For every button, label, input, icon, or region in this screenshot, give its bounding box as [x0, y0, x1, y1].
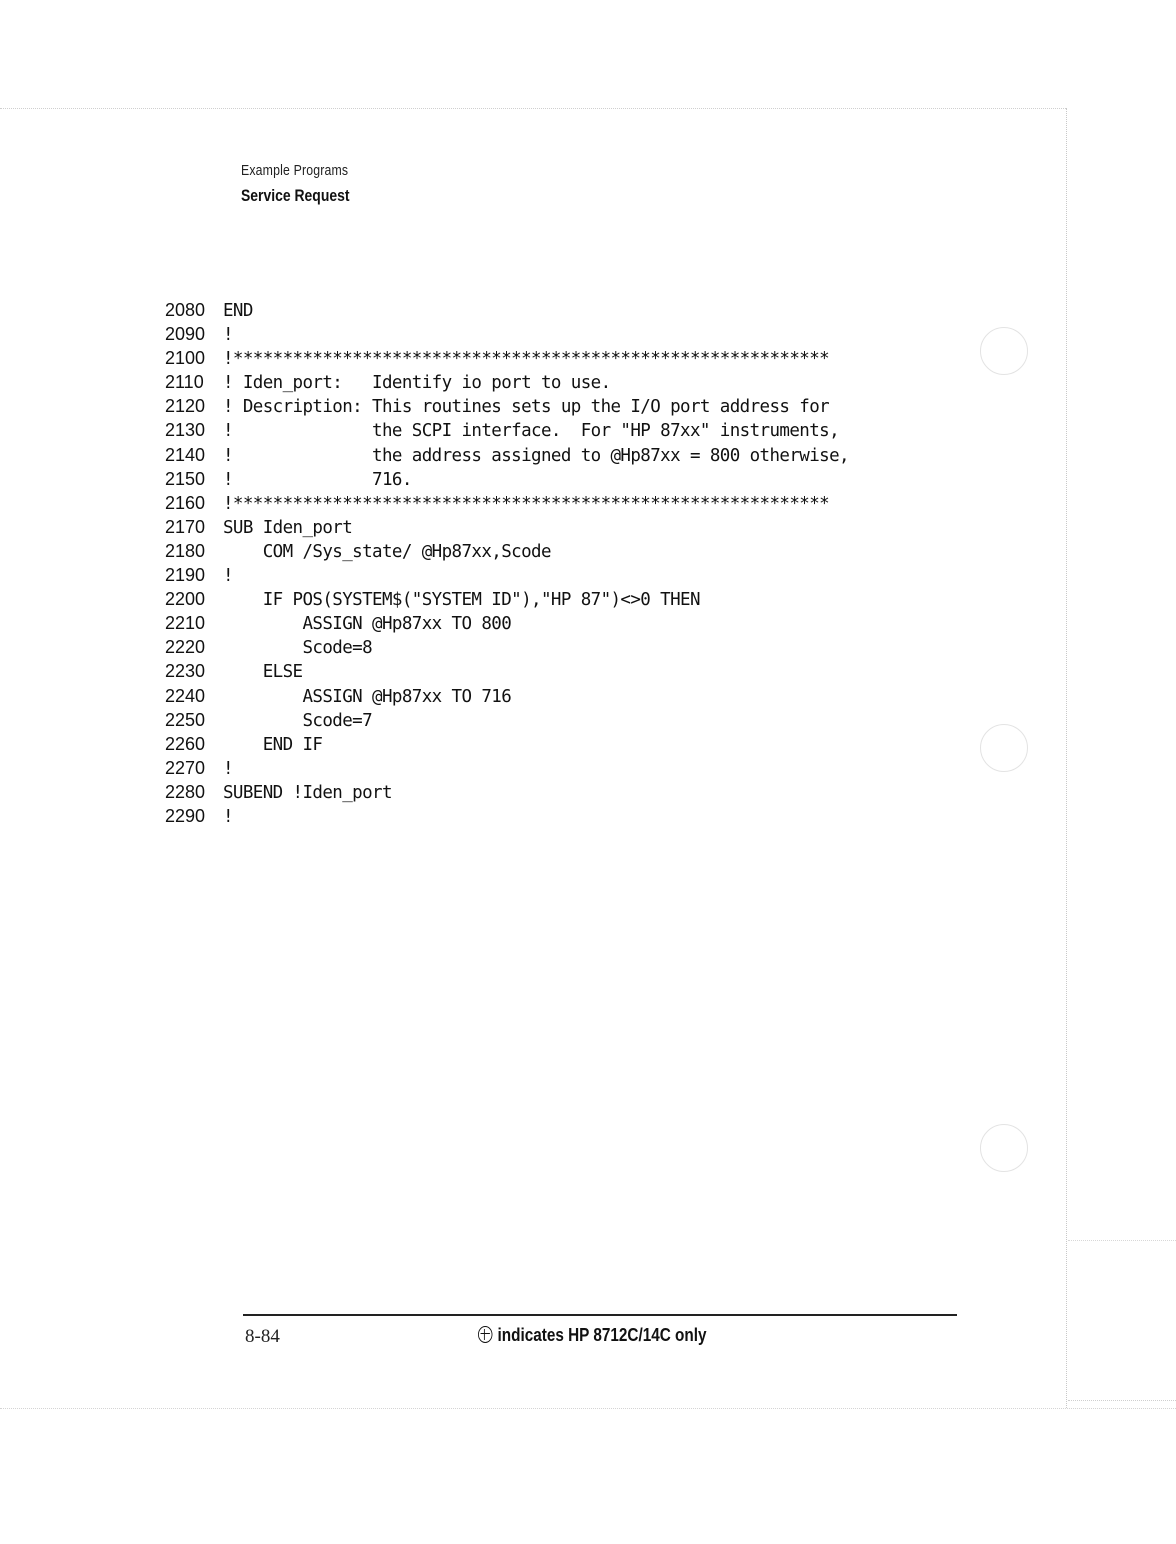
code-text: IF POS(SYSTEM$("SYSTEM ID"),"HP 87")<>0 THEN: [223, 590, 700, 611]
line-number: 2220: [165, 637, 206, 658]
scan-edge-right-mark: [1068, 1400, 1176, 1401]
scan-edge-bottom: [0, 1408, 1176, 1409]
code-text: ! 716.: [223, 469, 412, 490]
code-text: Scode=8: [223, 638, 373, 659]
code-line: [165, 635, 849, 659]
code-line: [165, 804, 849, 828]
line-number: 2110: [165, 372, 204, 393]
footer-note: [478, 1325, 706, 1346]
code-line: [165, 587, 849, 611]
line-number: 2140: [165, 444, 206, 465]
code-line: [165, 515, 849, 539]
code-text: ! the SCPI interface. For "HP 87xx" instruments,: [223, 421, 840, 442]
code-text: END IF: [223, 734, 323, 755]
footer-note-text: indicates HP 8712C/14C only: [497, 1325, 707, 1345]
code-text: !************************************************************: [223, 349, 830, 370]
code-line: [165, 611, 849, 635]
line-number: 2280: [165, 781, 206, 802]
code-text: COM /Sys_state/ @Hp87xx,Scode: [223, 541, 551, 562]
code-line: [165, 732, 849, 756]
code-text: !************************************************************: [223, 493, 830, 514]
punch-hole: [980, 1124, 1028, 1172]
code-line: [165, 346, 849, 370]
section-name: Example Programs: [241, 162, 349, 179]
code-text: SUB Iden_port: [223, 517, 353, 538]
code-text: !: [223, 806, 233, 827]
code-line: [165, 539, 849, 563]
scan-edge-right-mark: [1068, 1240, 1176, 1241]
line-number: 2250: [165, 709, 206, 730]
code-text: !: [223, 566, 233, 587]
punch-hole: [980, 724, 1028, 772]
code-text: ! Description: This routines sets up the I/O port address for: [223, 397, 830, 418]
code-line: [165, 370, 849, 394]
code-text: ! Iden_port: Identify io port to use.: [223, 373, 611, 394]
code-line: [165, 298, 849, 322]
punch-hole: [980, 327, 1028, 375]
line-number: 2180: [165, 540, 206, 561]
code-text: ELSE: [223, 662, 303, 683]
code-text: ASSIGN @Hp87xx TO 716: [223, 686, 512, 707]
code-text: ! the address assigned to @Hp87xx = 800 otherwise,: [223, 445, 849, 466]
line-number: 2290: [165, 805, 206, 826]
code-line: [165, 467, 849, 491]
code-line: [165, 443, 849, 467]
line-number: 2230: [165, 661, 206, 682]
code-line: [165, 322, 849, 346]
code-line: [165, 756, 849, 780]
code-line: [165, 394, 849, 418]
code-line: [165, 491, 849, 515]
code-listing: [165, 298, 849, 828]
code-line: [165, 659, 849, 683]
code-text: !: [223, 758, 233, 779]
page-title: Service Request: [241, 186, 350, 205]
scan-edge-top: [0, 108, 1066, 109]
code-line: [165, 418, 849, 442]
circle-cross-icon: [478, 1326, 492, 1343]
code-text: Scode=7: [223, 710, 373, 731]
line-number: 2200: [165, 589, 206, 610]
page-number: 8-84: [245, 1326, 280, 1347]
line-number: 2240: [165, 685, 206, 706]
line-number: 2130: [165, 420, 206, 441]
code-line: [165, 563, 849, 587]
scan-edge-right: [1066, 108, 1067, 1408]
line-number: 2090: [165, 324, 206, 345]
line-number: 2160: [165, 492, 206, 513]
line-number: 2080: [165, 300, 206, 320]
code-line: [165, 708, 849, 732]
line-number: 2100: [165, 348, 206, 369]
line-number: 2190: [165, 565, 206, 586]
line-number: 2260: [165, 733, 206, 754]
code-line: [165, 780, 849, 804]
code-text: SUBEND !Iden_port: [223, 782, 392, 803]
code-line: [165, 684, 849, 708]
code-text: !: [223, 325, 233, 346]
line-number: 2170: [165, 516, 206, 537]
line-number: 2120: [165, 396, 206, 417]
running-header: [241, 162, 373, 206]
line-number: 2150: [165, 468, 206, 489]
code-text: END: [223, 301, 253, 321]
code-text: ASSIGN @Hp87xx TO 800: [223, 614, 512, 635]
line-number: 2210: [165, 613, 206, 634]
footer-rule: [243, 1314, 957, 1316]
line-number: 2270: [165, 757, 206, 778]
